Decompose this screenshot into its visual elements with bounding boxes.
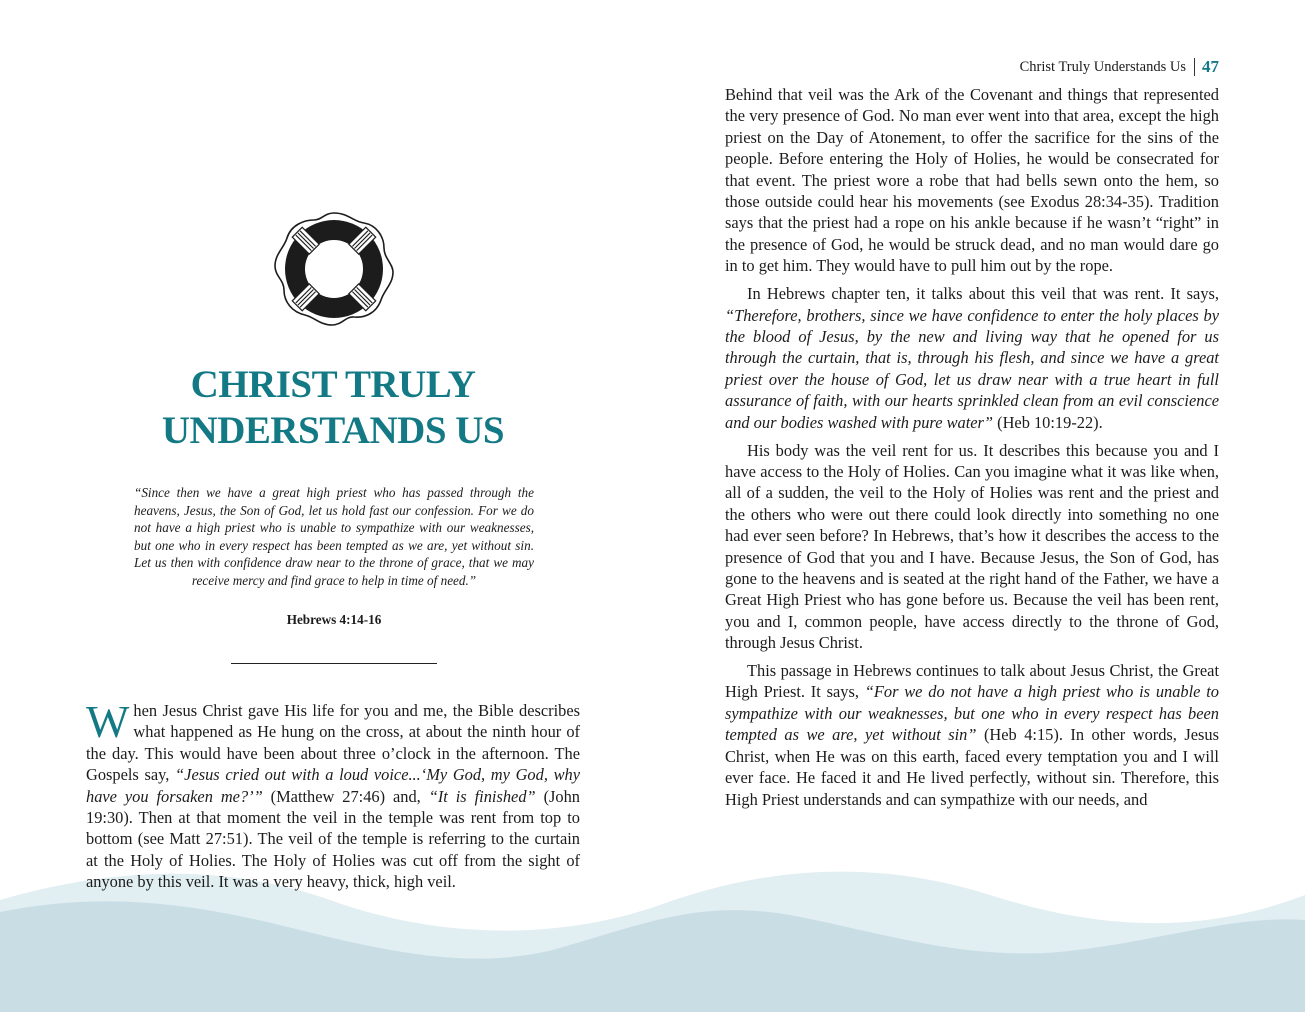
epigraph: “Since then we have a great high priest who has passed through the heavens, Jesus, the Son of God, let us hold fast our confession. For we do not have a high priest who is unable to sympathize with our weaknesses, but one who in every respect has been tempted as we are, yet without sin. Let us then with confidence draw near to the throne of grace, that we may receive mercy and find grace to help in time of need.”	[134, 485, 534, 588]
text-run: hen Jesus Christ gave His life for you and me, the Bible describes what happened as He hung on the cross, at about the ninth hour of the day. This would have been about three o’clock in the afternoon. The Gospels say,	[86, 701, 580, 785]
drop-cap: W	[86, 696, 130, 747]
scripture-quote: “For we do not have a high priest who is unable to sympathize with our weaknesses, but one who in every respect has been tempted as we are, yet without sin”	[725, 682, 1219, 745]
running-head	[1020, 57, 1219, 77]
paragraph	[725, 660, 1219, 810]
chapter-title-line-2: UNDERSTANDS US	[161, 409, 505, 452]
paragraph: Behind that veil was the Ark of the Covenant and things that represented the very presence of God. No man ever went into that area, except the high priest on the Day of Atonement, to offer the sacrifice for the sins of the people. Before entering the Holy of Holies, he would be consecrated for that event. The priest wore a robe that had bells sewn onto the hem, so those outside could hear his movements (see Exodus 28:34-35). Tradition says that the priest had a rope on his ankle because if he wasn’t “right” in the presence of God, he would be struck dead, and no man would dare go in to get him. They would have to pull him out by the rope.	[725, 85, 1219, 276]
running-head-title: Christ Truly Understands Us	[1019, 59, 1186, 75]
text-run: (Heb 4:15). In other words, Jesus Christ, when He was on this earth, faced every temptation you and I will ever face. He faced it and He lived perfectly, without sin. Therefore, this High Priest understands and can sympathize with our needs, and	[725, 725, 1219, 809]
text-run: This passage in Hebrews continues to talk about Jesus Christ, the Great High Priest. It says,	[725, 661, 1219, 702]
life-preserver-icon	[272, 210, 396, 328]
right-page	[652, 0, 1305, 1012]
paragraph: His body was the veil rent for us. It describes this because you and I have access to the Holy of Holies. Can you imagine what it was like when, all of a sudden, the veil to the Holy of Holies was rent and the priest and the others who were out there could look directly into something no one had ever seen before? In Hebrews, that’s how it describes the access to the presence of God that you and I have. Because Jesus, the Son of God, has gone to the heavens and is seated at the right hand of the Father, we have a Great High Priest who has gone before us. Because the veil has been rent, you and I, common people, have access directly to the throne of God, through Jesus Christ.	[725, 440, 1219, 653]
scripture-quote: “Therefore, brothers, since we have confidence to enter the holy places by the blood of Jesus, by the new and living way that he opened for us through the curtain, that is, through his flesh, and since we have a great priest over the house of God, let us draw near with a true heart in full assurance of faith, with our hearts sprinkled clean from an evil conscience and our bodies washed with pure water”	[725, 305, 1219, 432]
divider	[231, 663, 437, 664]
chapter-title-line-1: CHRIST TRULY	[190, 363, 476, 406]
text-run: (Heb 10:19-22).	[993, 412, 1103, 432]
running-head-separator	[1194, 58, 1195, 76]
right-body-text	[725, 84, 1219, 816]
text-run: In Hebrews chapter ten, it talks about this veil that was rent. It says,	[747, 284, 1219, 304]
epigraph-reference: Hebrews 4:14-16	[286, 612, 382, 627]
text-run: (Matthew 27:46) and,	[262, 786, 429, 806]
left-page	[0, 0, 652, 1012]
paragraph	[725, 283, 1219, 433]
page-number: 47	[1202, 57, 1219, 76]
left-body-text	[86, 696, 580, 893]
scripture-quote: “Jesus cried out with a loud voice...‘My God, my God, why have you forsaken me?’”	[86, 765, 580, 806]
chapter-title	[86, 362, 580, 454]
scripture-quote: “It is finished”	[428, 786, 536, 806]
text-run: (John 19:30). Then at that moment the veil in the temple was rent from top to bottom (see Matt 27:51). The veil of the temple is referring to the curtain at the Holy of Holies. The Holy of Holies was cut off from the sight of anyone by this veil. It was a very heavy, thick, high veil.	[86, 786, 580, 892]
